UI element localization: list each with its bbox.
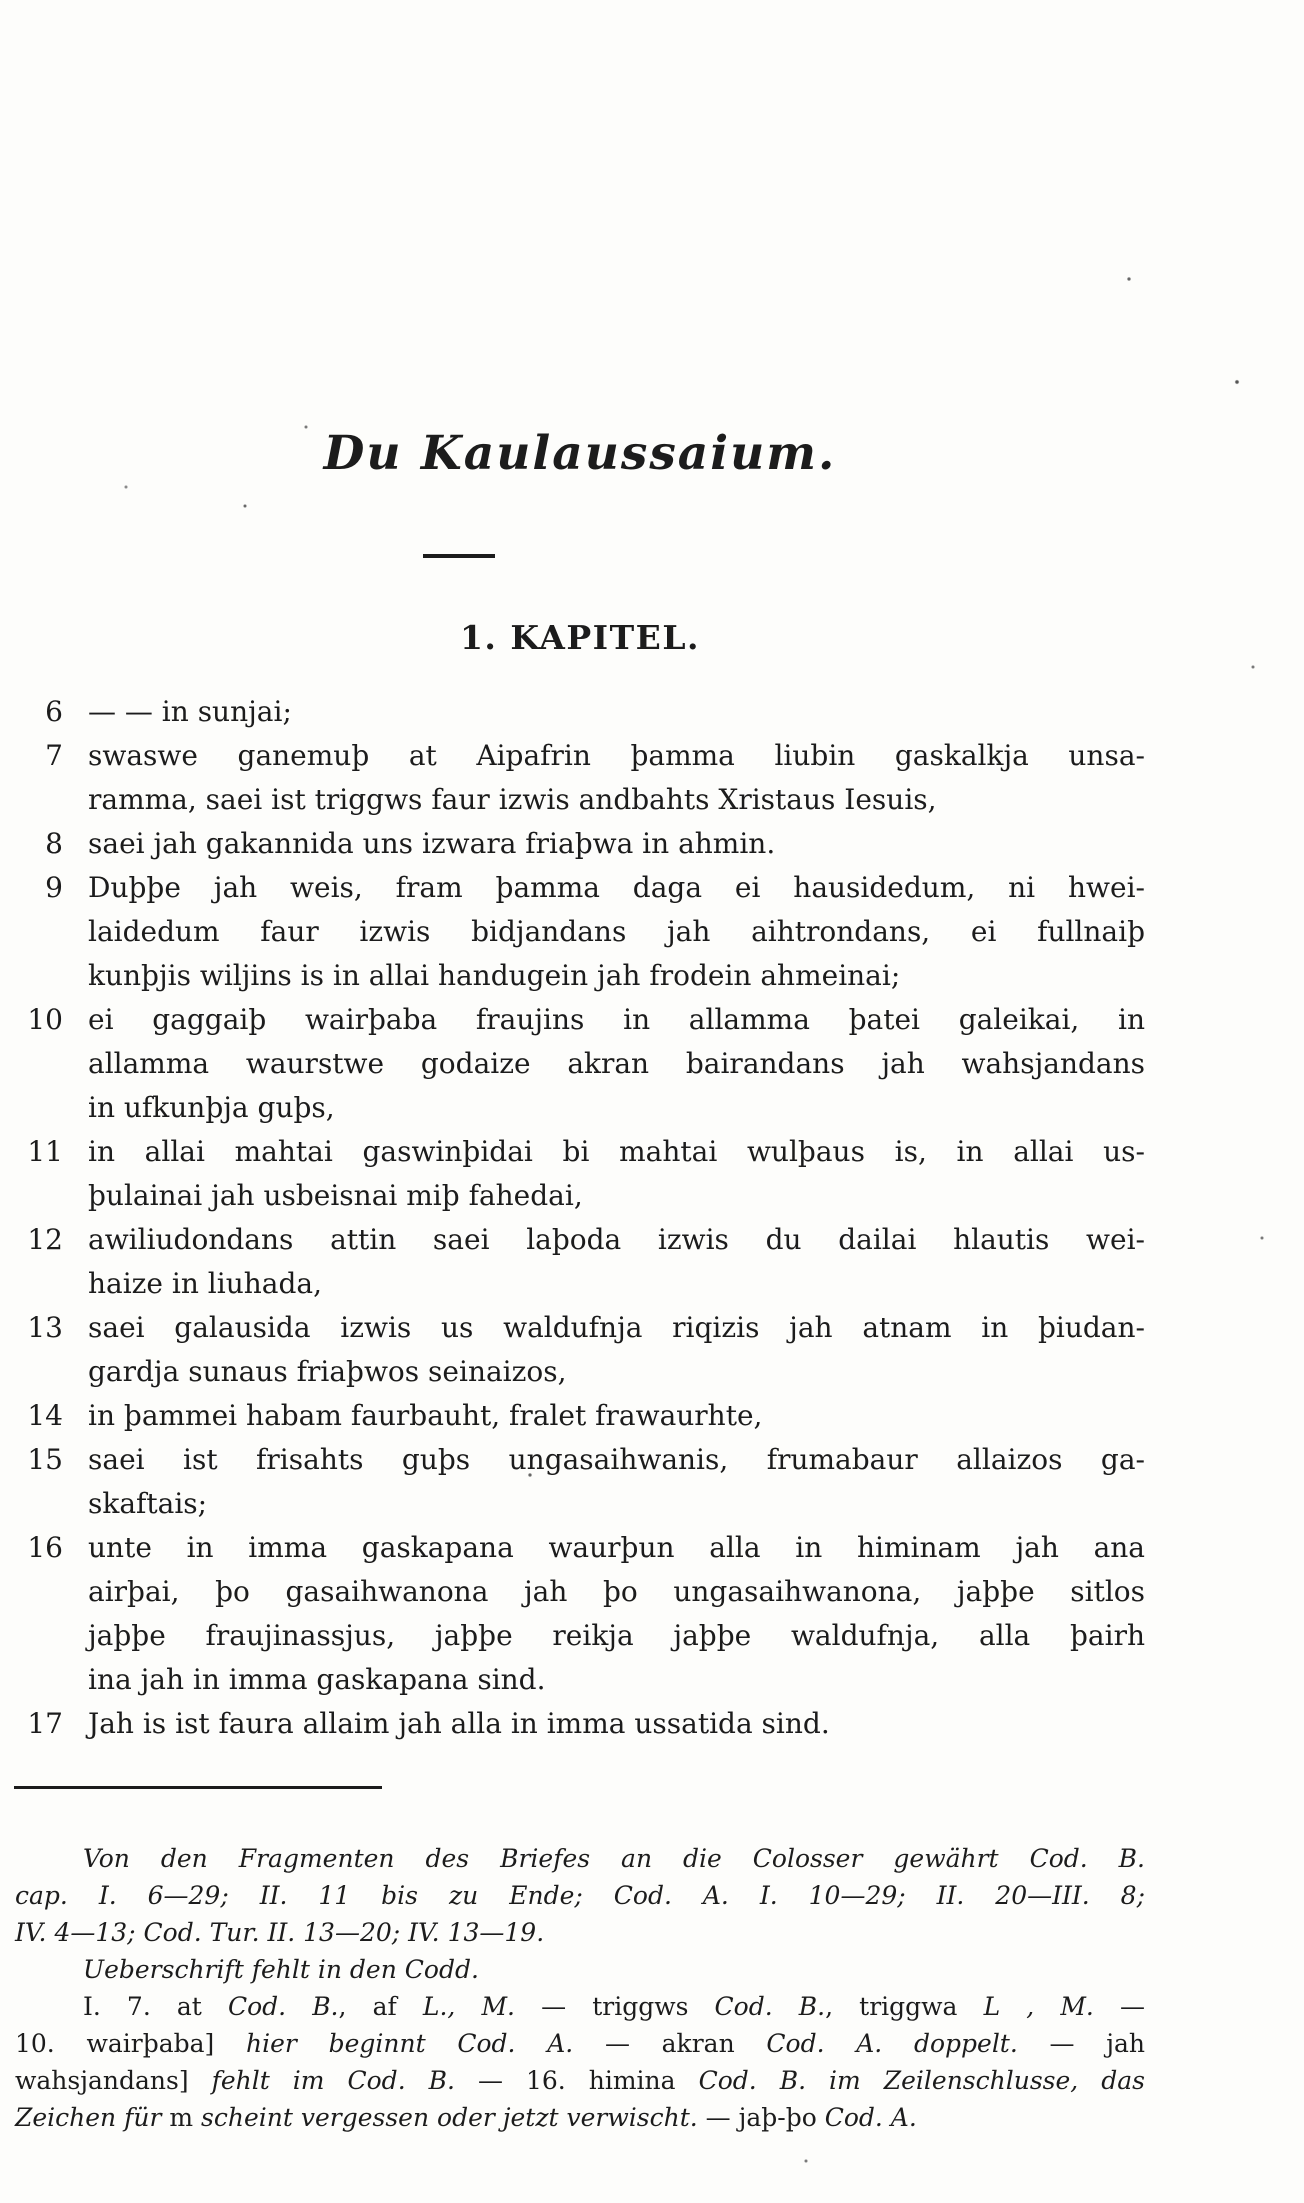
- footnote-separator-rule: [14, 1786, 382, 1789]
- verse-line: haize in liuhada,: [88, 1267, 322, 1300]
- verse-row: [27, 1130, 1145, 1218]
- verse-line: þulainai jah usbeisnai miþ fahedai,: [88, 1179, 583, 1212]
- source-note-line: cap. I. 6—29; II. 11 bis zu Ende; Cod. A. I. 10—29; II. 20—III. 8;: [15, 1881, 1145, 1910]
- verse-number: 7: [45, 739, 63, 772]
- verse-line: ei gaggaiþ wairþaba fraujins in allamma þatei galeikai, in: [88, 1003, 1145, 1036]
- apparatus-line: [15, 2099, 1145, 2136]
- apparatus-remark: Cod. A.: [824, 2103, 917, 2132]
- verse-number: 16: [27, 1531, 63, 1564]
- apparatus-remark: hier beginnt Cod. A.: [246, 2029, 574, 2058]
- page-title: Du Kaulaussaium.: [323, 426, 837, 481]
- verse-number: 15: [27, 1443, 63, 1476]
- verse-row: [27, 1218, 1145, 1306]
- verse-line: ina jah in imma gaskapana sind.: [88, 1663, 546, 1696]
- source-note-line: Von den Fragmenten des Briefes an die Colosser gewährt Cod. B.: [83, 1844, 1145, 1873]
- verse-number: 13: [27, 1311, 63, 1344]
- verse-number: 14: [27, 1399, 63, 1432]
- heading-note: Ueberschrift fehlt in den Codd.: [83, 1955, 479, 1984]
- verse-row: [27, 1394, 1145, 1438]
- verse-row: [45, 866, 1145, 998]
- apparatus-line: [15, 2025, 1145, 2062]
- verse-line: jaþþe fraujinassjus, jaþþe reikja jaþþe waldufnja, alla þairh: [88, 1619, 1145, 1652]
- verse-line: saei galausida izwis us waldufnja riqizis jah atnam in þiudan-: [88, 1311, 1145, 1344]
- verse-line: airþai, þo gasaihwanona jah þo ungasaihwanona, jaþþe sitlos: [88, 1575, 1145, 1608]
- verse-line: — — in sunjai;: [88, 695, 292, 728]
- apparatus-lemma: —: [1093, 1992, 1145, 2021]
- verse-line: allamma waurstwe godaize akran bairandans jah wahsjandans: [88, 1047, 1145, 1080]
- apparatus-remark: L , M.: [983, 1992, 1094, 2021]
- apparatus-line: [15, 1988, 1145, 2025]
- apparatus-lemma: — 16. himina: [454, 2066, 699, 2095]
- apparatus-lemma: — jaþ-þo: [697, 2103, 825, 2132]
- apparatus-note: [15, 1988, 1145, 2136]
- verse-line: skaftais;: [88, 1487, 208, 1520]
- verse-line: gardja sunaus friaþwos seinaizos,: [88, 1355, 567, 1388]
- verse-number: 10: [27, 1003, 63, 1036]
- verse-row: [27, 998, 1145, 1130]
- verse-line: saei ist frisahts guþs ungasaihwanis, frumabaur allaizos ga-: [88, 1443, 1145, 1476]
- verse-number: 6: [45, 695, 63, 728]
- verse-row: [45, 690, 1145, 734]
- apparatus-remark: L., M.: [422, 1992, 515, 2021]
- apparatus-lemma: m: [169, 2103, 194, 2132]
- verse-line: Duþþe jah weis, fram þamma daga ei hausidedum, ni hwei-: [88, 871, 1145, 904]
- apparatus-lemma: , triggwa: [825, 1992, 984, 2021]
- chapter-heading: 1. KAPITEL.: [459, 618, 701, 657]
- apparatus-lemma: — akran: [573, 2029, 767, 2058]
- verse-row: [27, 1526, 1145, 1702]
- verse-line: kunþjis wiljins is in allai handugein jah frodein ahmeinai;: [88, 959, 901, 992]
- verse-line: laidedum faur izwis bidjandans jah aihtrondans, ei fullnaiþ: [88, 915, 1145, 948]
- verse-line: saei jah gakannida uns izwara friaþwa in ahmin.: [88, 827, 776, 860]
- verse-row: [27, 1438, 1145, 1526]
- apparatus-remark: Cod. B. im Zeilenschlusse, das: [698, 2066, 1145, 2095]
- verse-line: awiliudondans attin saei laþoda izwis du dailai hlautis wei-: [88, 1223, 1145, 1256]
- verse-list: [27, 690, 1145, 1746]
- source-note-line: IV. 4—13; Cod. Tur. II. 13—20; IV. 13—19.: [15, 1918, 545, 1947]
- apparatus-remark: Cod. B.: [227, 1992, 339, 2021]
- apparatus-remark: scheint vergessen oder jetzt verwischt.: [193, 2103, 698, 2132]
- verse-line: unte in imma gaskapana waurþun alla in himinam jah ana: [88, 1531, 1145, 1564]
- apparatus-lemma: — jah: [1017, 2029, 1146, 2058]
- verse-line: Jah is ist faura allaim jah alla in imma ussatida sind.: [88, 1707, 830, 1740]
- apparatus-remark: Zeichen für: [15, 2103, 170, 2132]
- verse-line: in þammei habam faurbauht, fralet frawaurhte,: [88, 1399, 763, 1432]
- verse-number: 8: [45, 827, 63, 860]
- verse-number: 9: [45, 871, 63, 904]
- footnotes-section: [15, 1840, 1145, 2136]
- apparatus-remark: Cod. A. doppelt.: [766, 2029, 1018, 2058]
- verse-line: in allai mahtai gaswinþidai bi mahtai wulþaus is, in allai us-: [88, 1135, 1145, 1168]
- verse-number: 12: [27, 1223, 63, 1256]
- verse-number: 17: [27, 1707, 63, 1740]
- apparatus-lemma: I. 7. at: [83, 1992, 228, 2021]
- source-note: [15, 1840, 1145, 1951]
- verse-line: ramma, saei ist triggws faur izwis andbahts Xristaus Iesuis,: [88, 783, 937, 816]
- verse-row: [45, 822, 1145, 866]
- verse-row: [27, 1306, 1145, 1394]
- apparatus-lemma: — triggws: [515, 1992, 715, 2021]
- apparatus-remark: fehlt im Cod. B.: [211, 2066, 455, 2095]
- verse-line: swaswe ganemuþ at Aipafrin þamma liubin gaskalkja unsa-: [88, 739, 1145, 772]
- verse-row: [45, 734, 1145, 822]
- title-divider-rule: [423, 554, 495, 558]
- verse-line: in ufkunþja guþs,: [88, 1091, 335, 1124]
- apparatus-remark: Cod. B.: [714, 1992, 826, 2021]
- apparatus-lemma: , af: [338, 1992, 423, 2021]
- apparatus-line: [15, 2062, 1145, 2099]
- verse-row: [27, 1702, 1145, 1746]
- apparatus-lemma: wahsjandans]: [15, 2066, 212, 2095]
- verse-number: 11: [27, 1135, 63, 1168]
- apparatus-lemma: 10. wairþaba]: [15, 2029, 247, 2058]
